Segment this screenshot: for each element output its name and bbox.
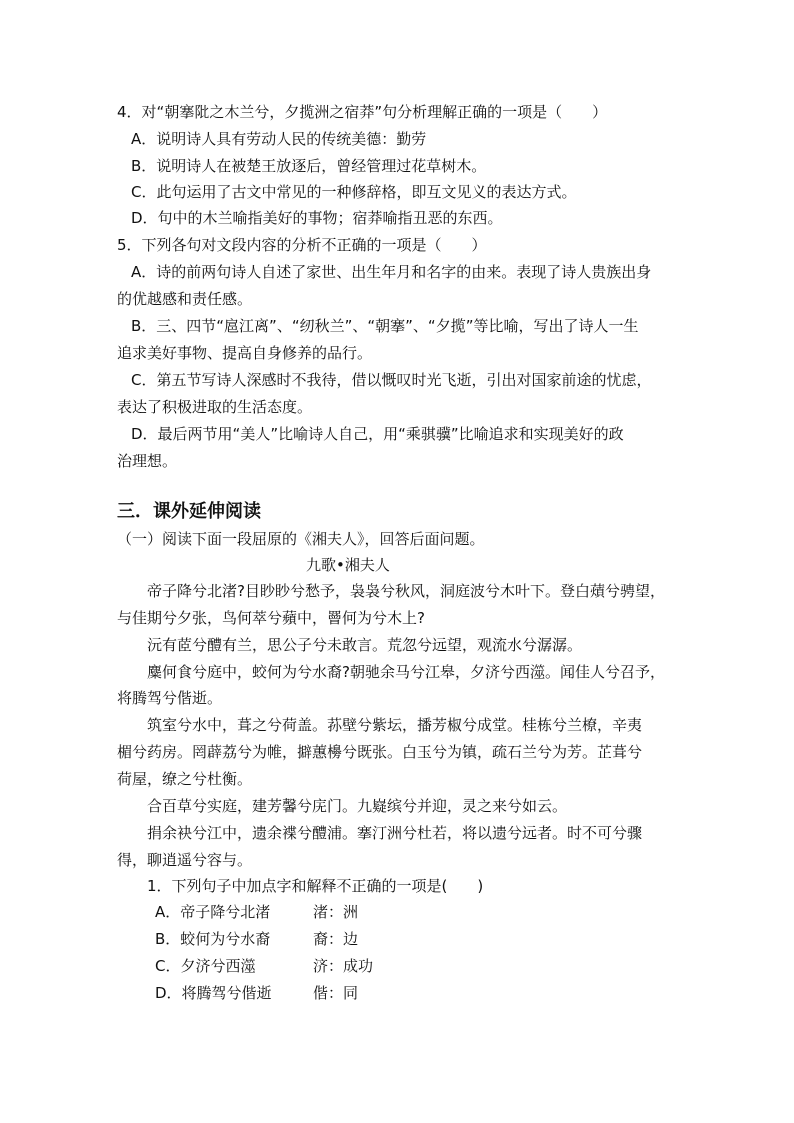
q1-option-a xyxy=(155,902,515,922)
q4-stem: 4．对“朝搴阰之木兰兮，夕揽洲之宿莽”句分析理解正确的一项是（ ） xyxy=(117,103,608,121)
q1-option-b-sentence: B．蛟何为兮水裔 xyxy=(155,930,271,948)
q1-stem: 1．下列句子中加点字和解释不正确的一项是( ) xyxy=(147,877,484,895)
q5-option-c-line2: 表达了积极进取的生活态度。 xyxy=(117,398,313,416)
poem-paragraph-3-line1: 麋何食兮庭中，蛟何为兮水裔?朝驰余马兮江皋，夕济兮西澨。闻佳人兮召予， xyxy=(147,663,665,681)
q1-option-a-sentence: A．帝子降兮北渚 xyxy=(155,903,271,921)
poem-paragraph-5: 合百草兮实庭，建芳馨兮庑门。九嶷缤兮并迎，灵之来兮如云。 xyxy=(147,797,568,815)
poem-paragraph-2: 沅有茝兮醴有兰，思公子兮未敢言。荒忽兮远望，观流水兮潺潺。 xyxy=(147,636,583,654)
q4-option-c: C．此句运用了古文中常见的一种修辞格，即互文见义的表达方式。 xyxy=(131,183,577,201)
q5-option-a-line2: 的优越感和责任感。 xyxy=(117,290,253,308)
q1-option-d-gloss: 偕：同 xyxy=(313,984,359,1002)
q1-option-c-gloss: 济：成功 xyxy=(313,957,374,975)
poem-paragraph-3-line2: 将腾驾兮偕逝。 xyxy=(117,689,223,707)
q5-option-c-line1: C．第五节写诗人深感时不我待，借以慨叹时光飞逝，引出对国家前途的忧虑， xyxy=(131,371,652,389)
poem-paragraph-1-line2: 与佳期兮夕张，鸟何萃兮蘋中，罾何为兮木上? xyxy=(117,609,425,627)
reading-intro: （一）阅读下面一段屈原的《湘夫人》，回答后面问题。 xyxy=(117,530,485,548)
q4-option-a: A．说明诗人具有劳动人民的传统美德：勤劳 xyxy=(131,130,427,148)
poem-paragraph-6-line2: 得，聊逍遥兮容与。 xyxy=(117,851,253,869)
q1-option-b xyxy=(155,929,515,949)
q5-option-a-line1: A．诗的前两句诗人自述了家世、出生年月和名字的由来。表现了诗人贵族出身 xyxy=(131,263,652,281)
q4-option-b: B．说明诗人在被楚王放逐后，曾经管理过花草树木。 xyxy=(131,157,487,175)
poem-paragraph-1-line1: 帝子降兮北渚?目眇眇兮愁予，袅袅兮秋风，洞庭波兮木叶下。登白薠兮骋望， xyxy=(147,582,665,600)
q5-option-d-line2: 治理想。 xyxy=(117,452,178,470)
poem-paragraph-4-line2: 楣兮药房。罔薜荔兮为帷，擗蕙櫋兮既张。白玉兮为镇，疏石兰兮为芳。芷葺兮 xyxy=(117,743,643,761)
q5-option-b-line2: 追求美好事物、提高自身修养的品行。 xyxy=(117,344,373,362)
section-heading: 三．课外延伸阅读 xyxy=(117,501,261,522)
q1-option-d xyxy=(155,983,515,1003)
q1-option-d-sentence: D．将腾驾兮偕逝 xyxy=(155,984,272,1002)
q1-option-b-gloss: 裔：边 xyxy=(313,930,359,948)
q1-option-c-sentence: C．夕济兮西澨 xyxy=(155,957,256,975)
q1-option-a-gloss: 渚：洲 xyxy=(313,903,359,921)
q1-option-c xyxy=(155,956,515,976)
poem-paragraph-4-line3: 荷屋，缭之兮杜衡。 xyxy=(117,770,253,788)
poem-title: 九歌•湘夫人 xyxy=(306,556,390,574)
q4-option-d: D．句中的木兰喻指美好的事物；宿莽喻指丑恶的东西。 xyxy=(131,209,503,227)
poem-paragraph-6-line1: 捐余袂兮江中，遗余褋兮醴浦。搴汀洲兮杜若，将以遗兮远者。时不可兮骤 xyxy=(147,824,643,842)
q5-option-d-line1: D．最后两节用“美人”比喻诗人自己，用“乘骐骥”比喻追求和实现美好的政 xyxy=(131,425,624,443)
q5-stem: 5．下列各句对文段内容的分析不正确的一项是（ ） xyxy=(117,236,487,254)
q5-option-b-line1: B．三、四节“扈江离”、“纫秋兰”、“朝搴”、“夕揽”等比喻，写出了诗人一生 xyxy=(131,317,639,335)
poem-paragraph-4-line1: 筑室兮水中，葺之兮荷盖。荪壁兮紫坛，播芳椒兮成堂。桂栋兮兰橑，辛夷 xyxy=(147,716,643,734)
